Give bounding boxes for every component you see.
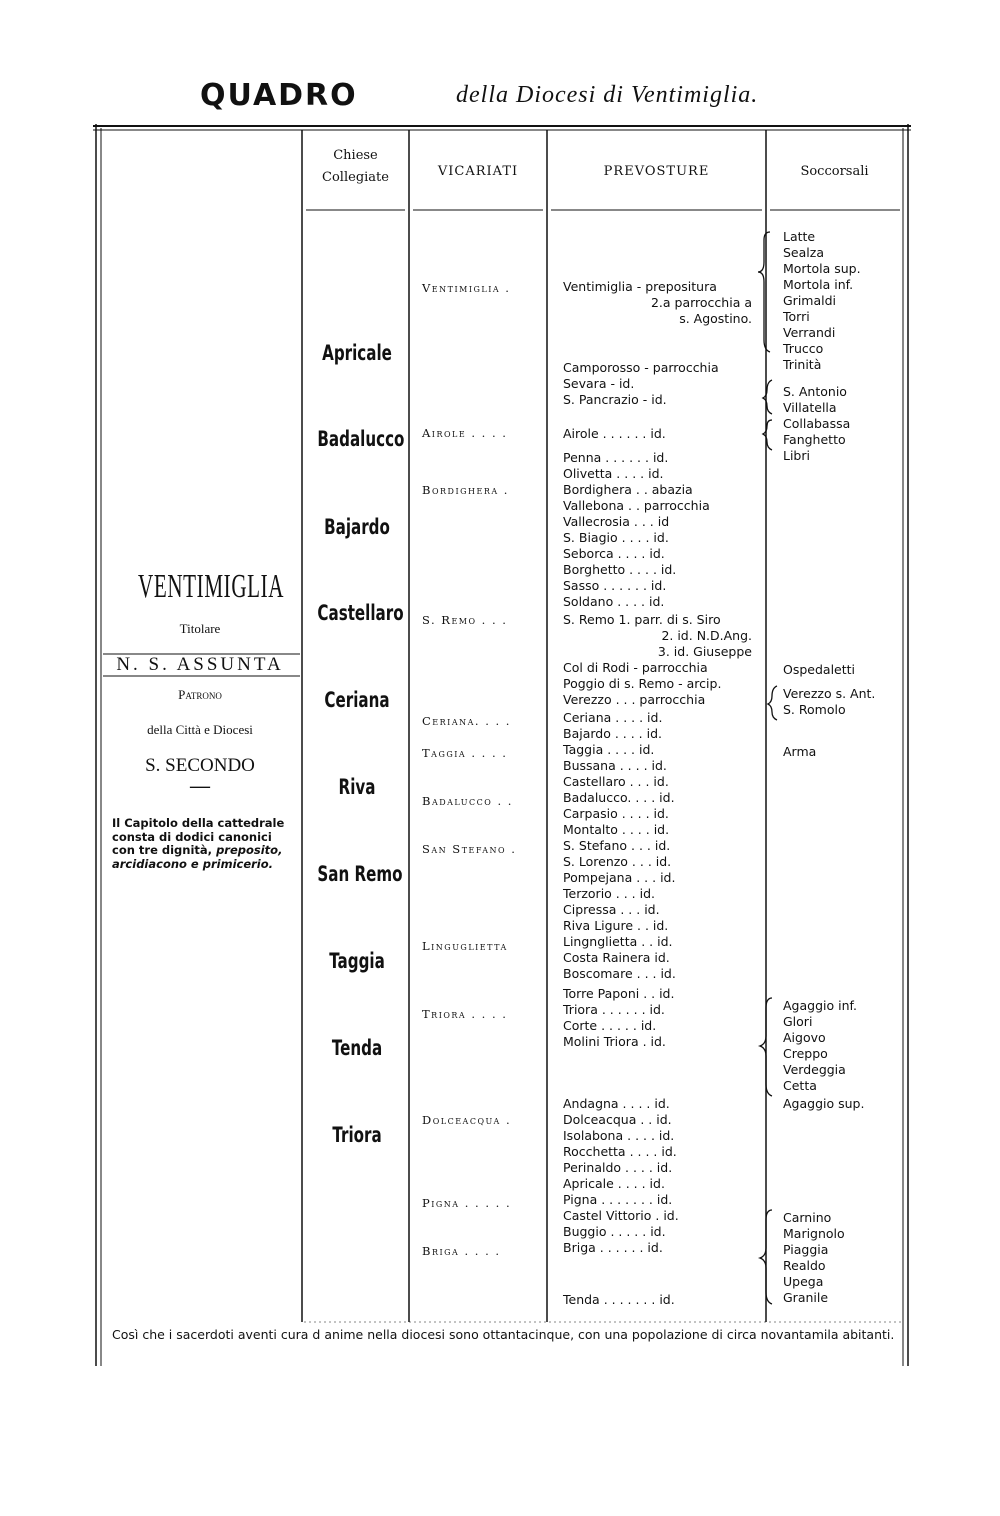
soccorsale-entry: Trucco — [783, 341, 824, 356]
vicariato-entry: S. Remo . . . — [422, 613, 508, 627]
prevostura-entry: Montalto . . . . id. — [563, 822, 670, 837]
prevostura-entry: Ceriana . . . . id. — [563, 710, 663, 725]
prevostura-entry: Triora . . . . . . id. — [563, 1002, 665, 1017]
soccorsale-entry: Granile — [783, 1290, 829, 1305]
prevostura-entry: Molini Triora . id. — [563, 1034, 666, 1049]
brace-group — [758, 232, 777, 1304]
soccorsale-entry: S. Romolo — [783, 702, 846, 717]
vicariato-entry: Airole . . . . — [422, 426, 508, 440]
soccorsale-entry: Arma — [783, 744, 817, 759]
diocese-name: VENTIMIGLIA — [138, 568, 285, 605]
collegiata-entry: Bajardo — [324, 515, 390, 539]
prevostura-entry: Sevara - id. — [563, 376, 635, 391]
prevostura-entry: Soldano . . . . id. — [563, 594, 665, 609]
prevostura-entry: Vallebona . . parrocchia — [563, 498, 710, 513]
soccorsale-entry: Sealza — [783, 245, 824, 260]
soccorsale-entry: Verezzo s. Ant. — [783, 686, 876, 701]
page-title: QUADRO — [200, 78, 358, 113]
collegiata-entry: Riva — [338, 775, 376, 799]
vicariato-entry: Linguglietta — [422, 939, 508, 953]
titolare-name: N. S. ASSUNTA — [116, 654, 284, 675]
soccorsale-entry: Agaggio sup. — [783, 1096, 865, 1111]
footer-note: Così che i sacerdoti aventi cura d anime nella diocesi sono ottantacinque, con una popolazione di circa novantamila abitanti. — [112, 1327, 895, 1342]
vicariato-entry: Briga . . . . — [422, 1244, 501, 1258]
prevostura-entry: Penna . . . . . . id. — [563, 450, 669, 465]
prevostura-entry: S. Biagio . . . . id. — [563, 530, 669, 545]
prevostura-entry: Camporosso - parrocchia — [563, 360, 719, 375]
soccorsale-entry: S. Antonio — [783, 384, 847, 399]
prevostura-entry: Bajardo . . . . id. — [563, 726, 663, 741]
prevostura-entry: Rocchetta . . . . id. — [563, 1144, 677, 1159]
prevostura-entry: Castellaro . . . id. — [563, 774, 669, 789]
soccorsale-entry: Realdo — [783, 1258, 826, 1273]
vicariato-entry: Bordighera . — [422, 483, 509, 497]
vicariato-entry: Taggia . . . . — [422, 746, 508, 760]
prevostura-entry: Riva Ligure . . id. — [563, 918, 669, 933]
collegiata-entry: Apricale — [322, 341, 392, 365]
prevostura-entry: Pigna . . . . . . . id. — [563, 1192, 673, 1207]
prevostura-entry: Apricale . . . . id. — [563, 1176, 665, 1191]
header-soccorsali: Soccorsali — [800, 164, 869, 179]
soccorsale-entry: Agaggio inf. — [783, 998, 857, 1013]
soccorsale-entry: Verrandi — [783, 325, 836, 340]
prevostura-entry: 2. id. N.D.Ang. — [661, 628, 752, 643]
titolare-label: Titolare — [179, 621, 221, 636]
prevostura-entry: Dolceacqua . . id. — [563, 1112, 672, 1127]
prevostura-entry: Badalucco. . . . id. — [563, 790, 675, 805]
soccorsale-entry: Creppo — [783, 1046, 828, 1061]
prevostura-entry: Carpasio . . . . id. — [563, 806, 669, 821]
collegiata-entry: Ceriana — [324, 688, 390, 712]
patrono-of: della Città e Diocesi — [147, 722, 253, 737]
collegiata-entry: San Remo — [317, 862, 403, 886]
prevostura-entry: Pompejana . . . id. — [563, 870, 676, 885]
prevostura-entry: Ventimiglia - prepositura — [563, 279, 717, 294]
prevostura-entry: S. Stefano . . . id. — [563, 838, 671, 853]
prevostura-entry: Lingnglietta . . id. — [563, 934, 673, 949]
prevostura-entry: S. Pancrazio - id. — [563, 392, 667, 407]
prevostura-entry: Cipressa . . . id. — [563, 902, 660, 917]
patrono-name: S. SECONDO — [145, 755, 255, 776]
soccorsale-entry: Mortola sup. — [783, 261, 861, 276]
prevostura-entry: Costa Rainera id. — [563, 950, 670, 965]
prevostura-entry: Terzorio . . . id. — [563, 886, 656, 901]
prevostura-entry: Olivetta . . . . id. — [563, 466, 664, 481]
prevostura-entry: Buggio . . . . . id. — [563, 1224, 666, 1239]
soccorsale-entry: Verdeggia — [783, 1062, 846, 1077]
dash: — — [190, 775, 210, 797]
prevostura-entry: Castel Vittorio . id. — [563, 1208, 679, 1223]
capitolo-note: Il Capitolo della cattedrale consta di dodici canonici con tre dignità, preposito, arcidiacono e primicerio. — [112, 816, 285, 871]
soccorsale-entry: Marignolo — [783, 1226, 845, 1241]
prevostura-entry: Borghetto . . . . id. — [563, 562, 677, 577]
prevostura-entry: Torre Paponi . . id. — [563, 986, 675, 1001]
soccorsale-entry: Trinità — [783, 357, 822, 372]
soccorsale-entry: Mortola inf. — [783, 277, 854, 292]
prevostura-entry: Bussana . . . . id. — [563, 758, 667, 773]
collegiata-entry: Taggia — [329, 949, 385, 973]
soccorsale-entry: Collabassa — [783, 416, 851, 431]
prevostura-entry: 2.a parrocchia a — [650, 295, 752, 310]
prevostura-entry: Briga . . . . . . id. — [563, 1240, 663, 1255]
header-chiese: Chiese Collegiate — [322, 148, 389, 185]
prevostura-entry: Andagna . . . . id. — [563, 1096, 670, 1111]
soccorsale-entry: Latte — [783, 229, 816, 244]
prevostura-entry: Vallecrosia . . . id — [563, 514, 670, 529]
collegiata-entry: Badalucco — [317, 427, 405, 451]
soccorsale-entry: Torri — [783, 309, 810, 324]
header-prevosture: PREVOSTURE — [603, 164, 710, 179]
soccorsale-entry: Villatella — [783, 400, 837, 415]
vicariato-entry: Ventimiglia . — [422, 281, 511, 295]
vicariato-entry: Ceriana. . . . — [422, 714, 511, 728]
prevostura-entry: Sasso . . . . . . id. — [563, 578, 667, 593]
prevostura-entry: Perinaldo . . . . id. — [563, 1160, 673, 1175]
soccorsale-entry: Piaggia — [783, 1242, 829, 1257]
header-vicariati: VICARIATI — [437, 164, 519, 179]
prevostura-entry: Taggia . . . . id. — [563, 742, 655, 757]
collegiata-entry: Triora — [332, 1123, 382, 1147]
prevostura-entry: Bordighera . . abazia — [563, 482, 693, 497]
soccorsale-entry: Upega — [783, 1274, 824, 1289]
prevostura-entry: S. Lorenzo . . . id. — [563, 854, 672, 869]
page-subtitle: della Diocesi di Ventimiglia. — [456, 82, 759, 108]
patrono-label: Patrono — [178, 687, 222, 702]
soccorsale-entry: Cetta — [783, 1078, 817, 1093]
vicariato-entry: Pigna . . . . . — [422, 1196, 512, 1210]
soccorsale-entry: Carnino — [783, 1210, 832, 1225]
prevostura-entry: S. Remo 1. parr. di s. Siro — [563, 612, 721, 627]
soccorsale-entry: Grimaldi — [783, 293, 837, 308]
vicariato-entry: Badalucco . . — [422, 794, 513, 808]
prevostura-entry: Col di Rodi - parrocchia — [563, 660, 708, 675]
vicariato-entry: San Stefano . — [422, 842, 517, 856]
prevostura-entry: Isolabona . . . . id. — [563, 1128, 675, 1143]
prevostura-entry: Verezzo . . . parrocchia — [563, 692, 706, 707]
soccorsale-entry: Glori — [783, 1014, 813, 1029]
prevostura-entry: Corte . . . . . id. — [563, 1018, 657, 1033]
prevostura-entry: Poggio di s. Remo - arcip. — [563, 676, 722, 691]
prevostura-entry: s. Agostino. — [679, 311, 752, 326]
vicariato-entry: Dolceacqua . — [422, 1113, 512, 1127]
soccorsale-entry: Libri — [783, 448, 810, 463]
prevostura-entry: 3. id. Giuseppe — [657, 644, 752, 659]
prevostura-entry: Airole . . . . . . id. — [563, 426, 666, 441]
collegiata-entry: Castellaro — [317, 601, 404, 625]
soccorsale-entry: Aigovo — [783, 1030, 826, 1045]
collegiata-entry: Tenda — [331, 1036, 383, 1060]
soccorsale-entry: Fanghetto — [783, 432, 846, 447]
prevostura-entry: Seborca . . . . id. — [563, 546, 665, 561]
soccorsale-entry: Ospedaletti — [783, 662, 856, 677]
vicariato-entry: Triora . . . . — [422, 1007, 508, 1021]
prevostura-entry: Tenda . . . . . . . id. — [563, 1292, 675, 1307]
prevostura-entry: Boscomare . . . id. — [563, 966, 676, 981]
